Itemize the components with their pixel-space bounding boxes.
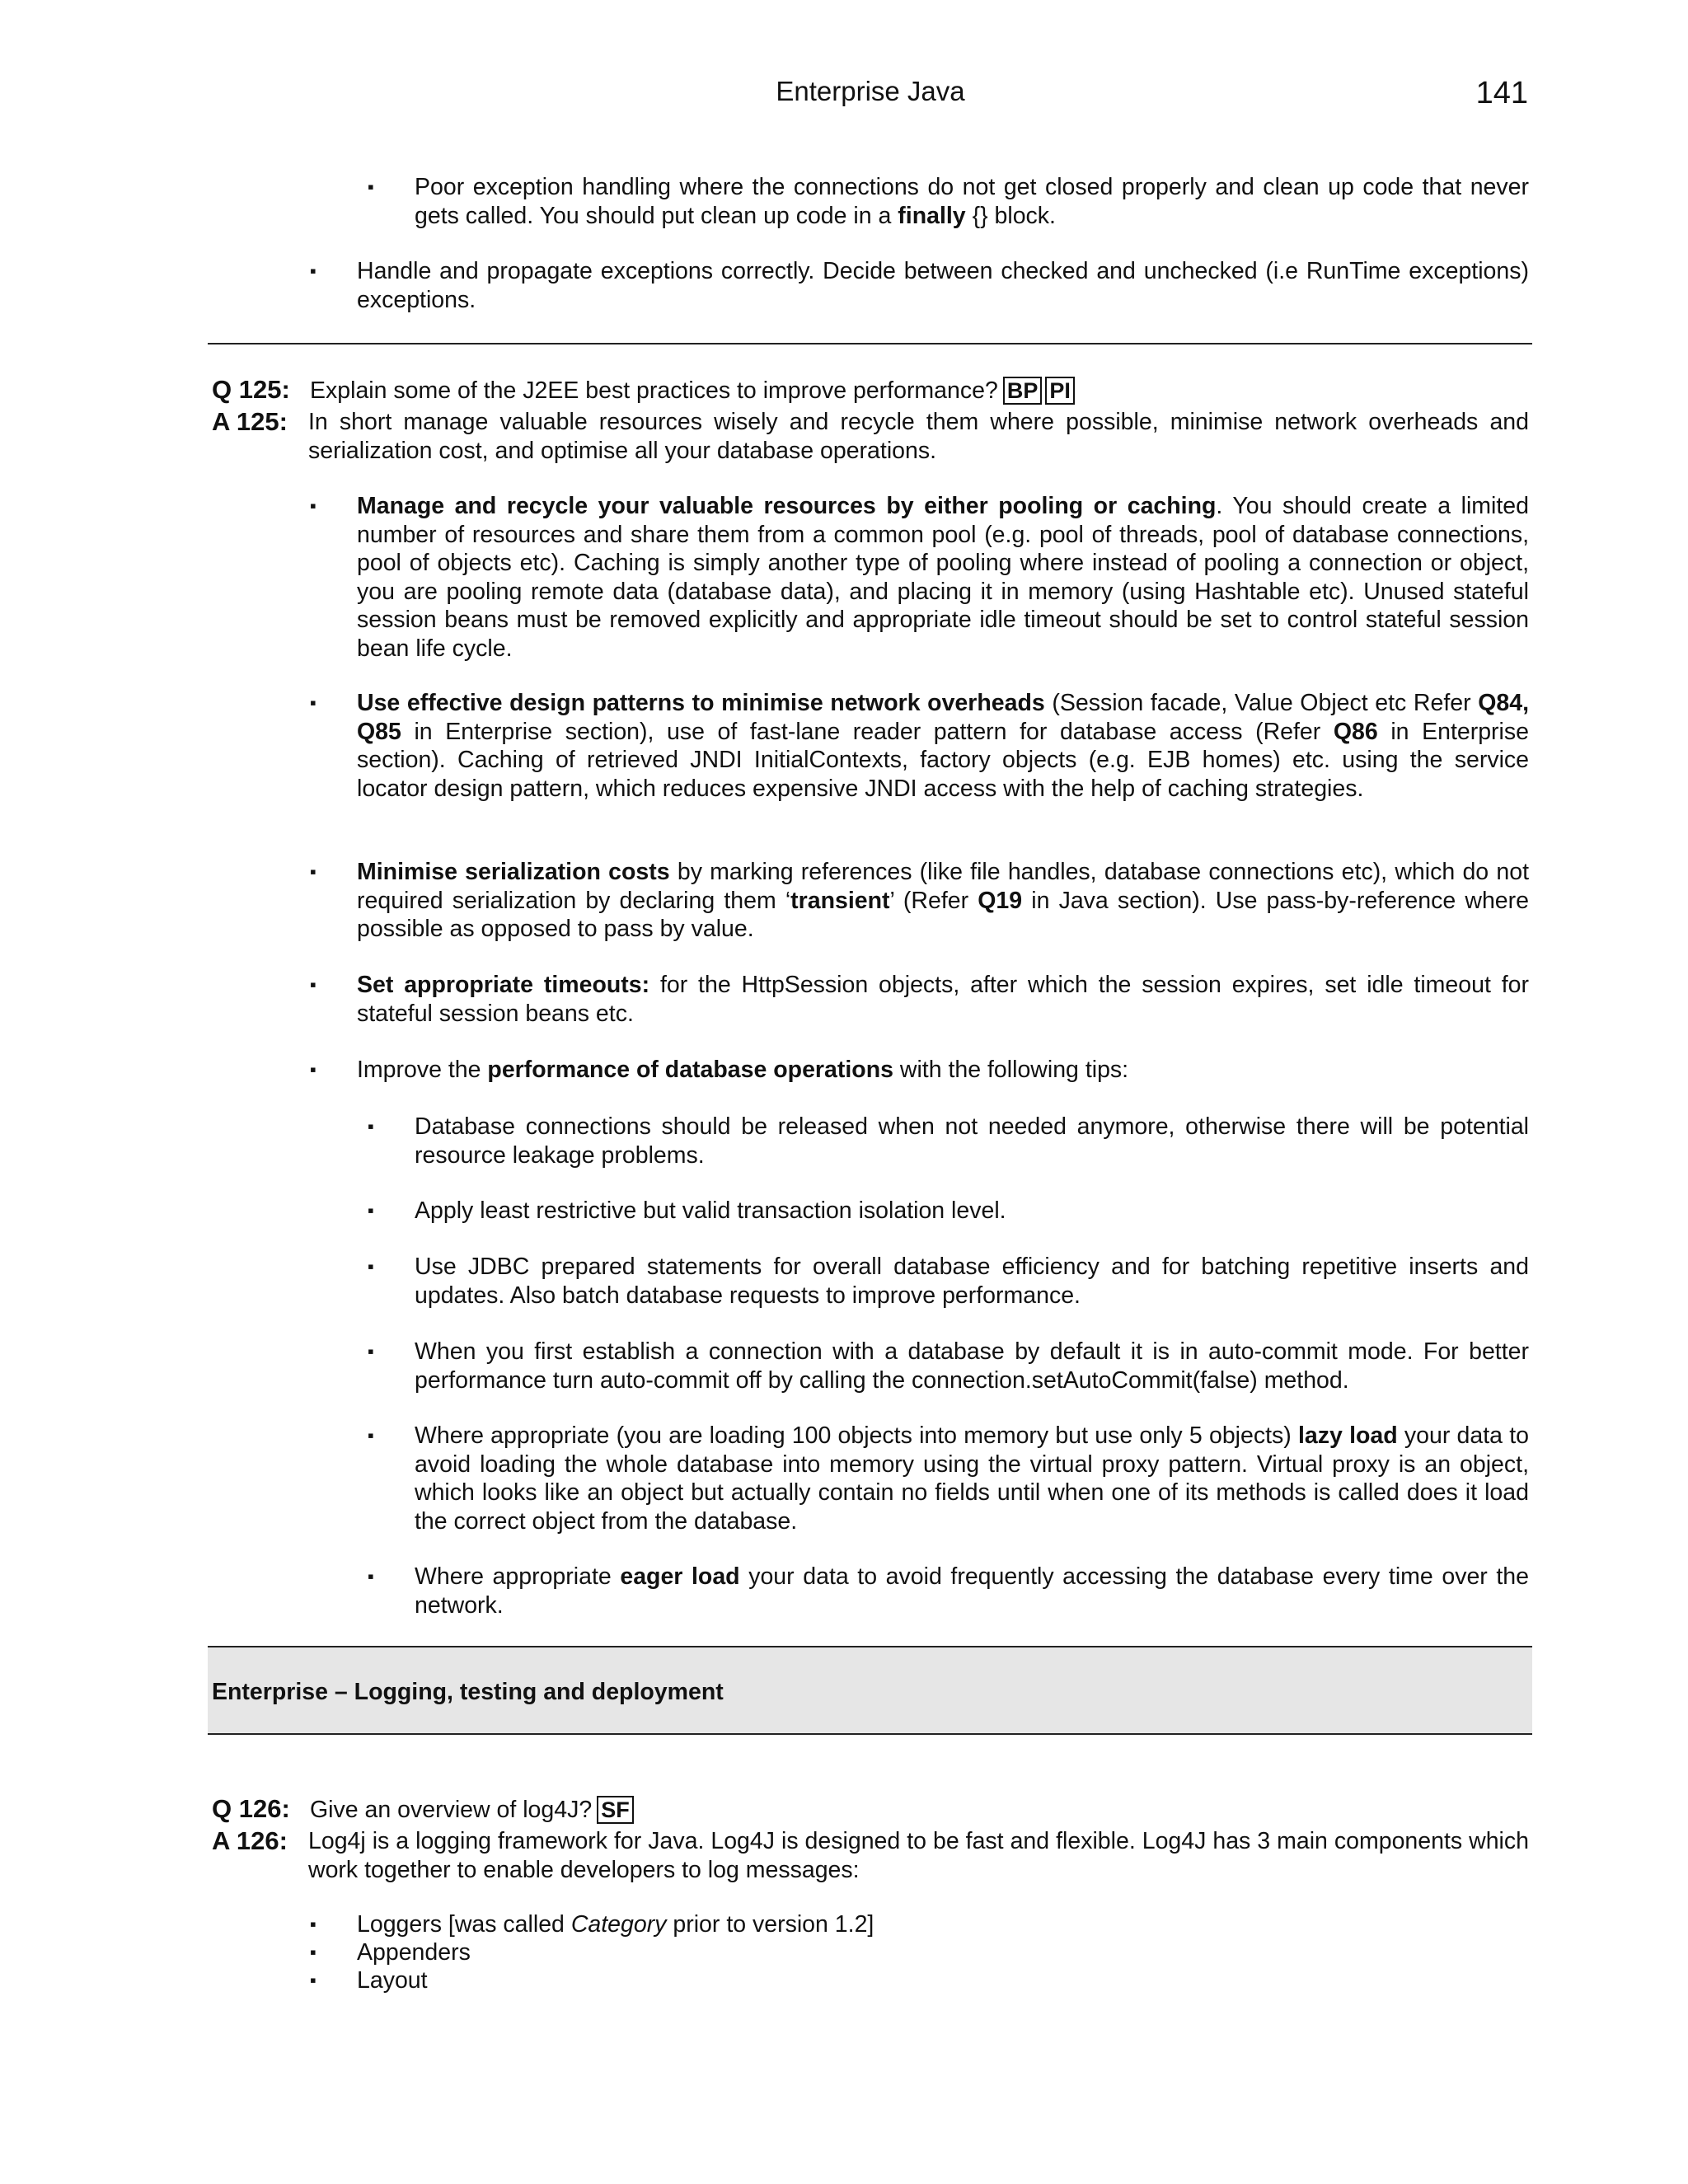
bullet-marker: ▪ <box>310 692 316 713</box>
tag-badge: BP <box>1003 377 1043 405</box>
section-title: Enterprise – Logging, testing and deployment <box>212 1679 724 1705</box>
horizontal-rule <box>208 343 1532 344</box>
list-item-manage-resources: Manage and recycle your valuable resources by either pooling or caching. You should create a limited number of resources and share them from a common pool (e.g. pool of threads, pool of database connections, pool of objects etc). Caching is simply another type of pooling where instead of pooling a connection or object, you are pooling remote data (database data), and placing it in memory (using Hashtable etc). Unused stateful session beans must be removed explicitly and appropriate idle timeout should be set to control stateful session bean life cycle. <box>357 493 1529 662</box>
bullet-marker: ▪ <box>310 974 316 995</box>
bullet-marker: ▪ <box>310 1970 316 1990</box>
list-item-design-patterns: Use effective design patterns to minimise network overheads (Session facade, Value Object etc Refer Q84, Q85 in Enterprise section), use of fast-lane reader pattern for database access (Refer Q86 in Enterprise section). Caching of retrieved JNDI InitialContexts, factory objects (e.g. EJB homes) etc. using the service locator design pattern, which reduces expensive JNDI access with the help of caching strategies. <box>357 690 1529 802</box>
question-text: Give an overview of log4J? SF <box>310 1796 634 1825</box>
running-header: Enterprise Java <box>776 76 965 106</box>
answer-text: In short manage valuable resources wisely and recycle them where possible, minimise network overheads and serialization cost, and optimise all your database operations. <box>308 409 1529 464</box>
list-item-poor-exception: Poor exception handling where the connections do not get closed properly and clean up code that never gets called. You should put clean up code in a finally {} block. <box>415 174 1529 229</box>
bullet-marker: ▪ <box>310 1059 316 1080</box>
list-item-handle-exceptions: Handle and propagate exceptions correctly. Decide between checked and unchecked (i.e RunTime exceptions) exceptions. <box>357 258 1529 313</box>
list-item-auto-commit: When you first establish a connection with a database by default it is in auto-commit mode. For better performance turn auto-commit off by calling the connection.setAutoCommit(false) method. <box>415 1338 1529 1394</box>
question-label: Q 126: <box>212 1794 290 1823</box>
list-item-layout: Layout <box>357 1967 428 1994</box>
bullet-marker: ▪ <box>368 1116 374 1137</box>
bullet-marker: ▪ <box>368 1341 374 1361</box>
list-item-release-connections: Database connections should be released when not needed anymore, otherwise there will be potential resource leakage problems. <box>415 1113 1529 1169</box>
answer-text: Log4j is a logging framework for Java. Log4J is designed to be fast and flexible. Log4J has 3 main components which work together to enable developers to log messages: <box>308 1828 1529 1883</box>
bullet-marker: ▪ <box>310 861 316 882</box>
question-text: Explain some of the J2EE best practices to improve performance? BP PI <box>310 377 1075 405</box>
page-number: 141 <box>1475 76 1528 110</box>
bullet-marker: ▪ <box>310 1942 316 1962</box>
tag-badge: PI <box>1045 377 1075 405</box>
answer-label: A 125: <box>212 407 288 436</box>
bullet-marker: ▪ <box>368 1200 374 1221</box>
list-item-appenders: Appenders <box>357 1939 471 1966</box>
list-item-timeouts: Set appropriate timeouts: for the HttpSession objects, after which the session expires, set idle timeout for stateful session beans etc. <box>357 972 1530 1027</box>
bullet-marker: ▪ <box>368 176 374 197</box>
list-item-loggers: Loggers [was called Category prior to version 1.2] <box>357 1911 874 1938</box>
question-label: Q 125: <box>212 375 290 404</box>
bullet-marker: ▪ <box>310 495 316 516</box>
tag-badge: SF <box>597 1796 634 1824</box>
bullet-marker: ▪ <box>368 1425 374 1446</box>
list-item-prepared-statements: Use JDBC prepared statements for overall database efficiency and for batching repetitive inserts and updates. Also batch database requests to improve performance. <box>415 1254 1529 1309</box>
bullet-marker: ▪ <box>368 1256 374 1277</box>
answer-label: A 126: <box>212 1826 288 1855</box>
list-item-eager-load: Where appropriate eager load your data to avoid frequently accessing the database every time over the network. <box>415 1563 1530 1619</box>
list-item-isolation-level: Apply least restrictive but valid transaction isolation level. <box>415 1197 1006 1224</box>
section-heading-band <box>208 1646 1532 1735</box>
bullet-marker: ▪ <box>310 1914 316 1934</box>
list-item-database-performance: Improve the performance of database operations with the following tips: <box>357 1057 1129 1083</box>
bullet-marker: ▪ <box>310 260 316 281</box>
bullet-marker: ▪ <box>368 1566 374 1586</box>
list-item-serialization: Minimise serialization costs by marking references (like file handles, database connections etc), which do not required serialization by declaring them ‘transient’ (Refer Q19 in Java section). Use pass-by-reference where possible as opposed to pass by value. <box>357 859 1529 942</box>
list-item-lazy-load: Where appropriate (you are loading 100 objects into memory but use only 5 objects) lazy load your data to avoid loading the whole database into memory using the virtual proxy pattern. Virtual proxy is an object, which looks like an object but actually contain no fields until when one of its methods is called does it load the correct object from the database. <box>415 1422 1530 1535</box>
